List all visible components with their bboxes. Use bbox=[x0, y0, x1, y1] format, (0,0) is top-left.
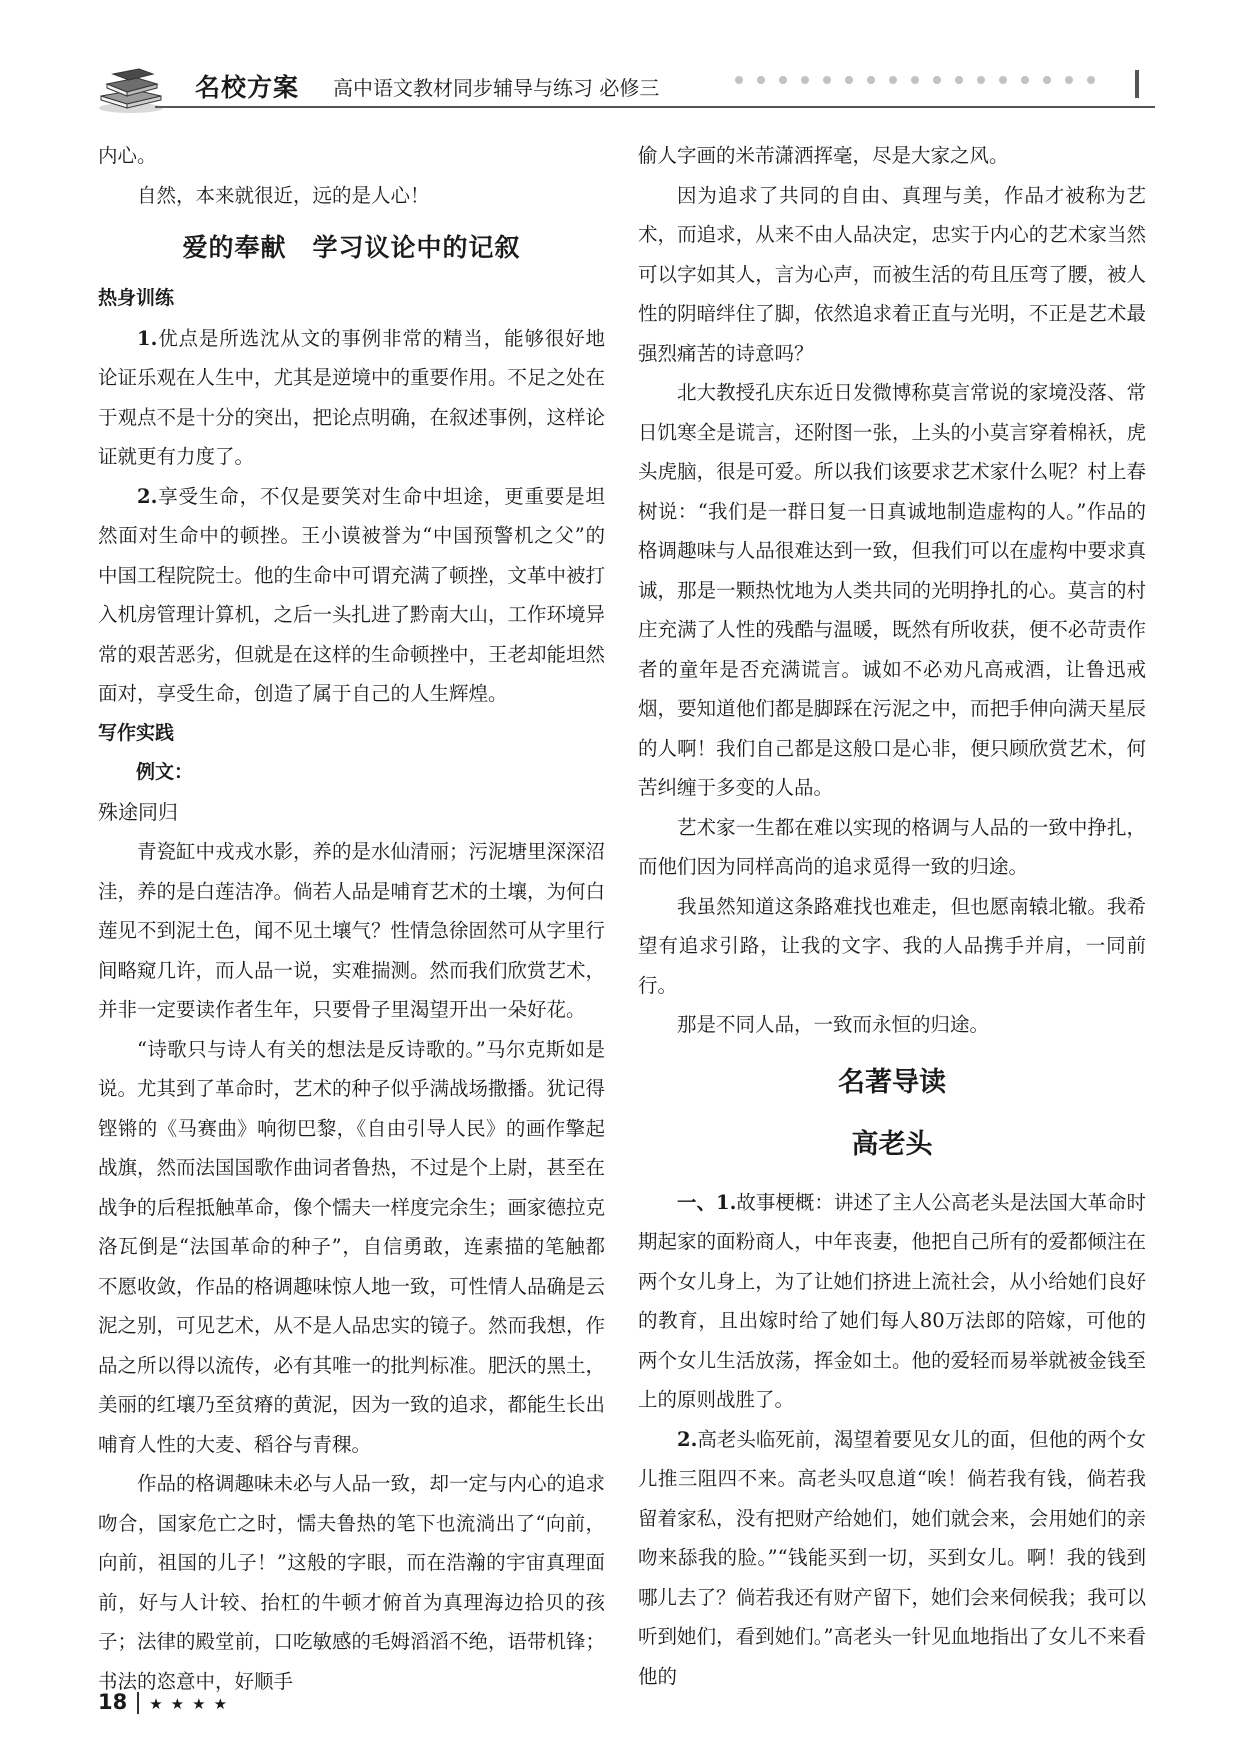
example-label: 例文： bbox=[136, 761, 194, 783]
subsection-title: 热身训练 bbox=[98, 287, 175, 309]
essay-paragraph: 偷人字画的米芾潇洒挥毫，尽是大家之风。 bbox=[638, 144, 1009, 167]
paragraph: 自然，本来就很近，远的是人心！ bbox=[137, 183, 430, 207]
header-end-bar bbox=[1135, 70, 1139, 98]
essay-paragraph: “诗歌只与诗人有关的想法是反诗歌的。”马尔克斯如是说。尤其到了革命时，艺术的种子似乎满战场撒播。犹记得铿锵的《马赛曲》响彻巴黎，《自由引导人民》的画作擎起战旗，然而法国国歌作曲词者鲁热，不过是个上尉，甚至在战争的后程抵触革命，像个懦夫一样度完余生；画家德拉克洛瓦倒是“法国革命的种子”，自信勇敢，连素描的笔触都不愿收敛，作品的格调趣味惊人地一致，可性情人品确是云泥之别，可见艺术，从不是人品忠实的镜子。然而我想，作品之所以得以流传，必有其唯一的批判标准。肥沃的黑土，美丽的红壤乃至贫瘠的黄泥，因为一致的追求，都能生长出哺育人性的大麦、稻谷与青稞。 bbox=[98, 1037, 606, 1456]
answer-text: 享受生命，不仅是要笑对生命中坦途，更重要是坦然面对生命中的顿挫。王小谟被誉为“中国预警机之父”的中国工程院院士。他的生命中可谓充满了顿挫，文革中被打入机房管理计算机，之后一头扎进了黔南大山，工作环境异常的艰苦恶劣，但就是在这样的生命顿挫中，王老却能坦然面对，享受生命，创造了属于自己的人生辉煌。 bbox=[98, 484, 606, 705]
subsection-title: 写作实践 bbox=[98, 721, 175, 744]
essay-paragraph: 北大教授孔庆东近日发微博称莫言常说的家境没落、常日饥寒全是谎言，还附图一张，上头的小莫言穿着棉袄，虎头虎脑，很是可爱。所以我们该要求艺术家什么呢？村上春树说：“我们是一群日复一日真诚地制造虚构的人。”作品的格调趣味与人品很难达到一致，但我们可以在虚构中要求真诚，那是一颗热忱地为人类共同的光明挣扎的心。莫言的村庄充满了人性的残酷与温暖，既然有所收获，便不必苛责作者的童年是否充满谎言。诚如不必劝凡高戒酒，让鲁迅戒烟，要知道他们都是脚踩在污泥之中，而把手伸向满天星辰的人啊！我们自己都是这般口是心非，便只顾欣赏艺术，何苦纠缠于多变的人品。 bbox=[638, 381, 1146, 799]
header-dots bbox=[735, 76, 1095, 84]
left-column bbox=[98, 136, 605, 1701]
item-number: 2. bbox=[677, 1427, 698, 1451]
essay-paragraph: 艺术家一生都在难以实现的格调与人品的一致中挣扎，而他们因为同样高尚的追求觅得一致的归途。 bbox=[638, 815, 1146, 878]
book-title: 高老头 bbox=[851, 1128, 933, 1160]
answer-paragraph bbox=[638, 1420, 1146, 1697]
item-number: 一、1. bbox=[677, 1190, 737, 1214]
page-number: 18 bbox=[98, 1690, 128, 1714]
answer-paragraph bbox=[638, 1183, 1146, 1420]
essay-paragraph: 那是不同人品，一致而永恒的归途。 bbox=[677, 1013, 990, 1036]
essay-paragraph: 因为追求了共同的自由、真理与美，作品才被称为艺术，而追求，从来不由人品决定，忠实于内心的艺术家当然可以字如其人，言为心声，而被生活的苟且压弯了腰，被人性的阴暗绊住了脚，依然追求着正直与光明，不正是艺术最强烈痛苦的诗意吗？ bbox=[638, 183, 1146, 365]
answer-text: 优点是所选沈从文的事例非常的精当，能够很好地论证乐观在人生中，尤其是逆境中的重要作用。不足之处在于观点不是十分的突出，把论点明确，在叙述事例，这样论证就更有力度了。 bbox=[98, 326, 606, 468]
answer-text: 故事梗概：讲述了主人公高老头是法国大革命时期起家的面粉商人，中年丧妻，他把自己所有的爱都倾注在两个女儿身上，为了让她们挤进上流社会，从小给她们良好的教育，且出嫁时给了她们每人80万法郎的陪嫁，可他的两个女儿生活放荡，挥金如土。他的爱轻而易举就被金钱至上的原则战胜了。 bbox=[638, 1190, 1146, 1411]
paragraph: 内心。 bbox=[98, 144, 157, 167]
item-number: 1. bbox=[137, 326, 158, 350]
essay-paragraph: 作品的格调趣味未必与人品一致，却一定与内心的追求吻合，国家危亡之时，懦夫鲁热的笔下也流淌出了“向前，向前，祖国的儿子！”这般的字眼，而在浩瀚的宇宙真理面前，好与人计较、抬杠的牛顿才俯首为真理海边拾贝的孩子；法律的殿堂前，口吃敏感的毛姆滔滔不绝，语带机锋；书法的恣意中，好顺手 bbox=[98, 1472, 606, 1693]
answer-paragraph bbox=[98, 477, 605, 714]
page-header bbox=[95, 60, 1155, 120]
section-title: 名著导读 bbox=[838, 1066, 946, 1098]
section-heading: 爱的奉献 学习议论中的记叙 bbox=[182, 233, 521, 262]
essay-paragraph: 青瓷缸中戎戎水影，养的是水仙清丽；污泥塘里深深沼洼，养的是白莲洁净。倘若人品是哺育艺术的土壤，为何白莲见不到泥土色，闻不见土壤气？性情急徐固然可从字里行间略窥几许，而人品一说，实难揣测。然而我们欣赏艺术，并非一定要读作者生年，只要骨子里渴望开出一朵好花。 bbox=[98, 840, 606, 1021]
answer-paragraph bbox=[98, 319, 605, 477]
difficulty-stars-icon: ★★★★ bbox=[149, 1695, 236, 1713]
book-subtitle: 高中语文教材同步辅导与练习 必修三 bbox=[333, 76, 660, 100]
header-rule bbox=[155, 106, 1155, 108]
essay-paragraph: 我虽然知道这条路难找也难走，但也愿南辕北辙。我希望有追求引路，让我的文字、我的人品携手并肩，一同前行。 bbox=[638, 894, 1146, 997]
footer-divider bbox=[137, 1692, 139, 1714]
brand-title: 名校方案 bbox=[195, 73, 300, 102]
item-number: 2. bbox=[137, 484, 158, 508]
page-footer bbox=[98, 1690, 235, 1714]
essay-title: 殊途同归 bbox=[98, 799, 178, 824]
answer-text: 高老头临死前，渴望着要见女儿的面，但他的两个女儿推三阻四不来。高老头叹息道“唉！倘若我有钱，倘若我留着家私，没有把财产给她们，她们就会来，会用她们的亲吻来舔我的脸。”“钱能买到一切，买到女儿。啊！我的钱到哪儿去了？倘若我还有财产留下，她们会来伺候我；我可以听到她们，看到她们。”高老头一针见血地指出了女儿不来看他的 bbox=[638, 1427, 1146, 1688]
right-column bbox=[638, 136, 1146, 1696]
